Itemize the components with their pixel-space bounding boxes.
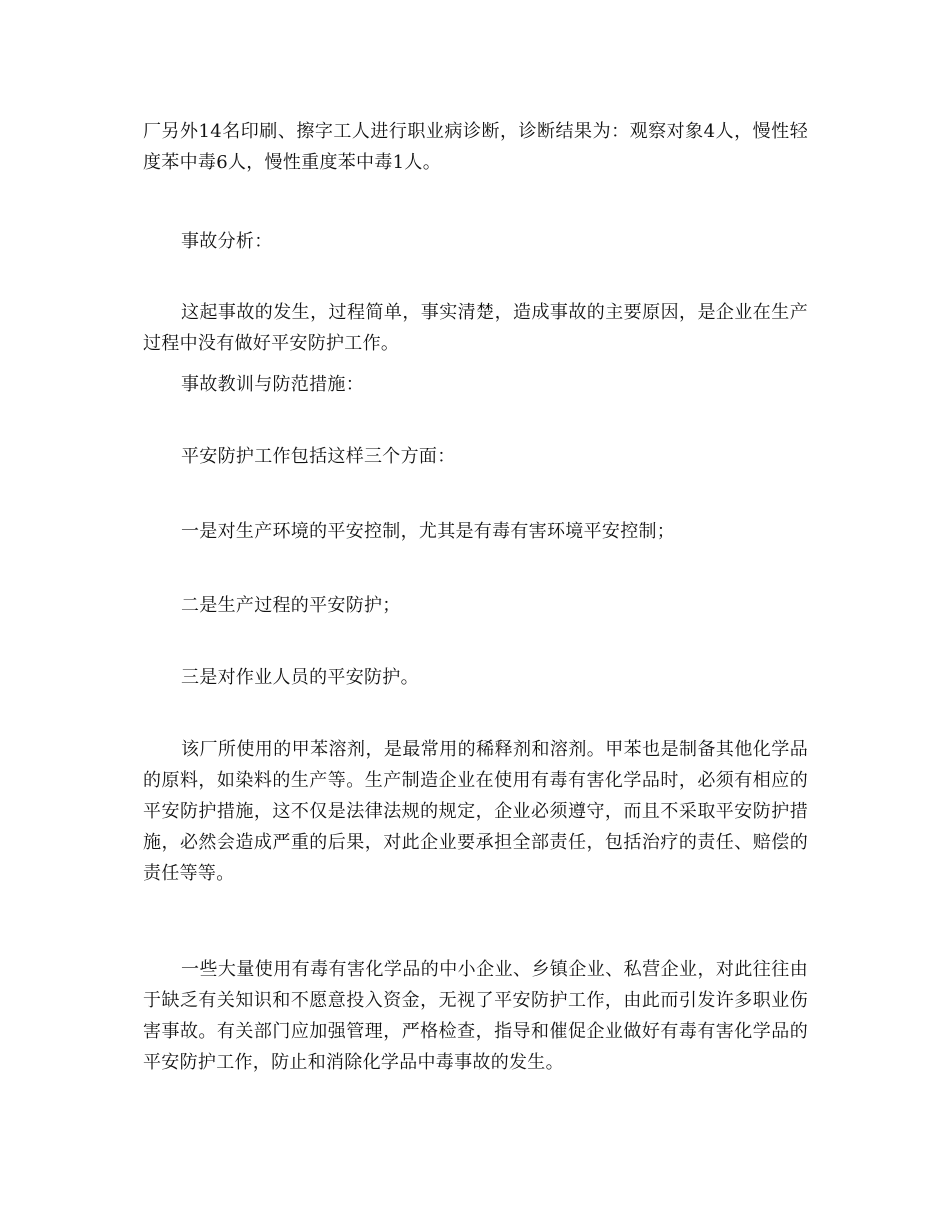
paragraph-diagnosis-result: 厂另外14名印刷、擦字工人进行职业病诊断，诊断结果为：观察对象4人，慢性轻度苯中毒6人，慢性重度苯中毒1人。	[143, 121, 808, 173]
paragraph-aspect-two: 二是生产过程的平安防护；	[181, 595, 401, 616]
paragraph-protection-aspects: 平安防护工作包括这样三个方面：	[181, 446, 456, 467]
paragraph-toluene-solvent: 该厂所使用的甲苯溶剂，是最常用的稀释剂和溶剂。甲苯也是制备其他化学品的原料，如染料的生产等。生产制造企业在使用有毒有害化学品时，必须有相应的平安防护措施，这不仅是法律法规的规定，企业必须遵守，而且不采取平安防护措施，必然会造成严重的后果，对此企业要承担全部责任，包括治疗的责任、赔偿的责任等等。	[143, 739, 808, 884]
paragraph-accident-cause: 这起事故的发生，过程简单，事实清楚，造成事故的主要原因，是企业在生产过程中没有做好平安防护工作。	[143, 302, 808, 354]
paragraph-aspect-one: 一是对生产环境的平安控制，尤其是有毒有害环境平安控制；	[181, 521, 676, 542]
paragraph-aspect-three: 三是对作业人员的平安防护。	[181, 667, 419, 688]
paragraph-small-enterprises: 一些大量使用有毒有害化学品的中小企业、乡镇企业、私营企业，对此往往由于缺乏有关知识和不愿意投入资金，无视了平安防护工作，由此而引发许多职业伤害事故。有关部门应加强管理，严格检查，指导和催促企业做好有毒有害化学品的平安防护工作，防止和消除化学品中毒事故的发生。	[143, 959, 808, 1073]
paragraph-accident-analysis-heading: 事故分析：	[181, 231, 273, 252]
paragraph-lessons-heading: 事故教训与防范措施：	[181, 374, 364, 395]
